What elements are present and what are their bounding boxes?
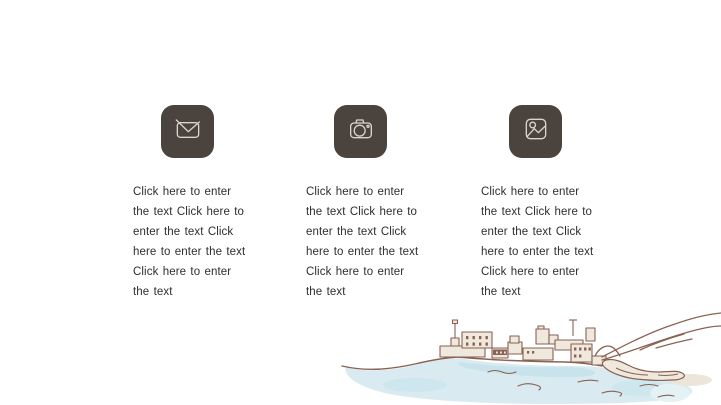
feature-text-placeholder[interactable]: Click here to enter the text Click here to enter the text Click here to enter the text Click here to enter the text [133,186,246,298]
feature-column-2 [306,105,424,302]
camera-icon [345,113,377,150]
water [346,358,693,404]
coastal-town-illustration [340,300,721,405]
hills [595,313,721,360]
image-icon-tile[interactable] [509,105,562,158]
image-icon [520,113,552,150]
feature-column-3 [481,105,599,302]
camera-icon-tile[interactable] [334,105,387,158]
feature-text-placeholder[interactable]: Click here to enter the text Click here to enter the text Click here to enter the text Click here to enter the text [481,186,594,298]
envelope-icon-tile[interactable] [161,105,214,158]
feature-text-placeholder[interactable]: Click here to enter the text Click here to enter the text Click here to enter the text Click here to enter the text [306,186,419,298]
feature-column-1 [133,105,251,302]
envelope-icon [172,113,204,150]
